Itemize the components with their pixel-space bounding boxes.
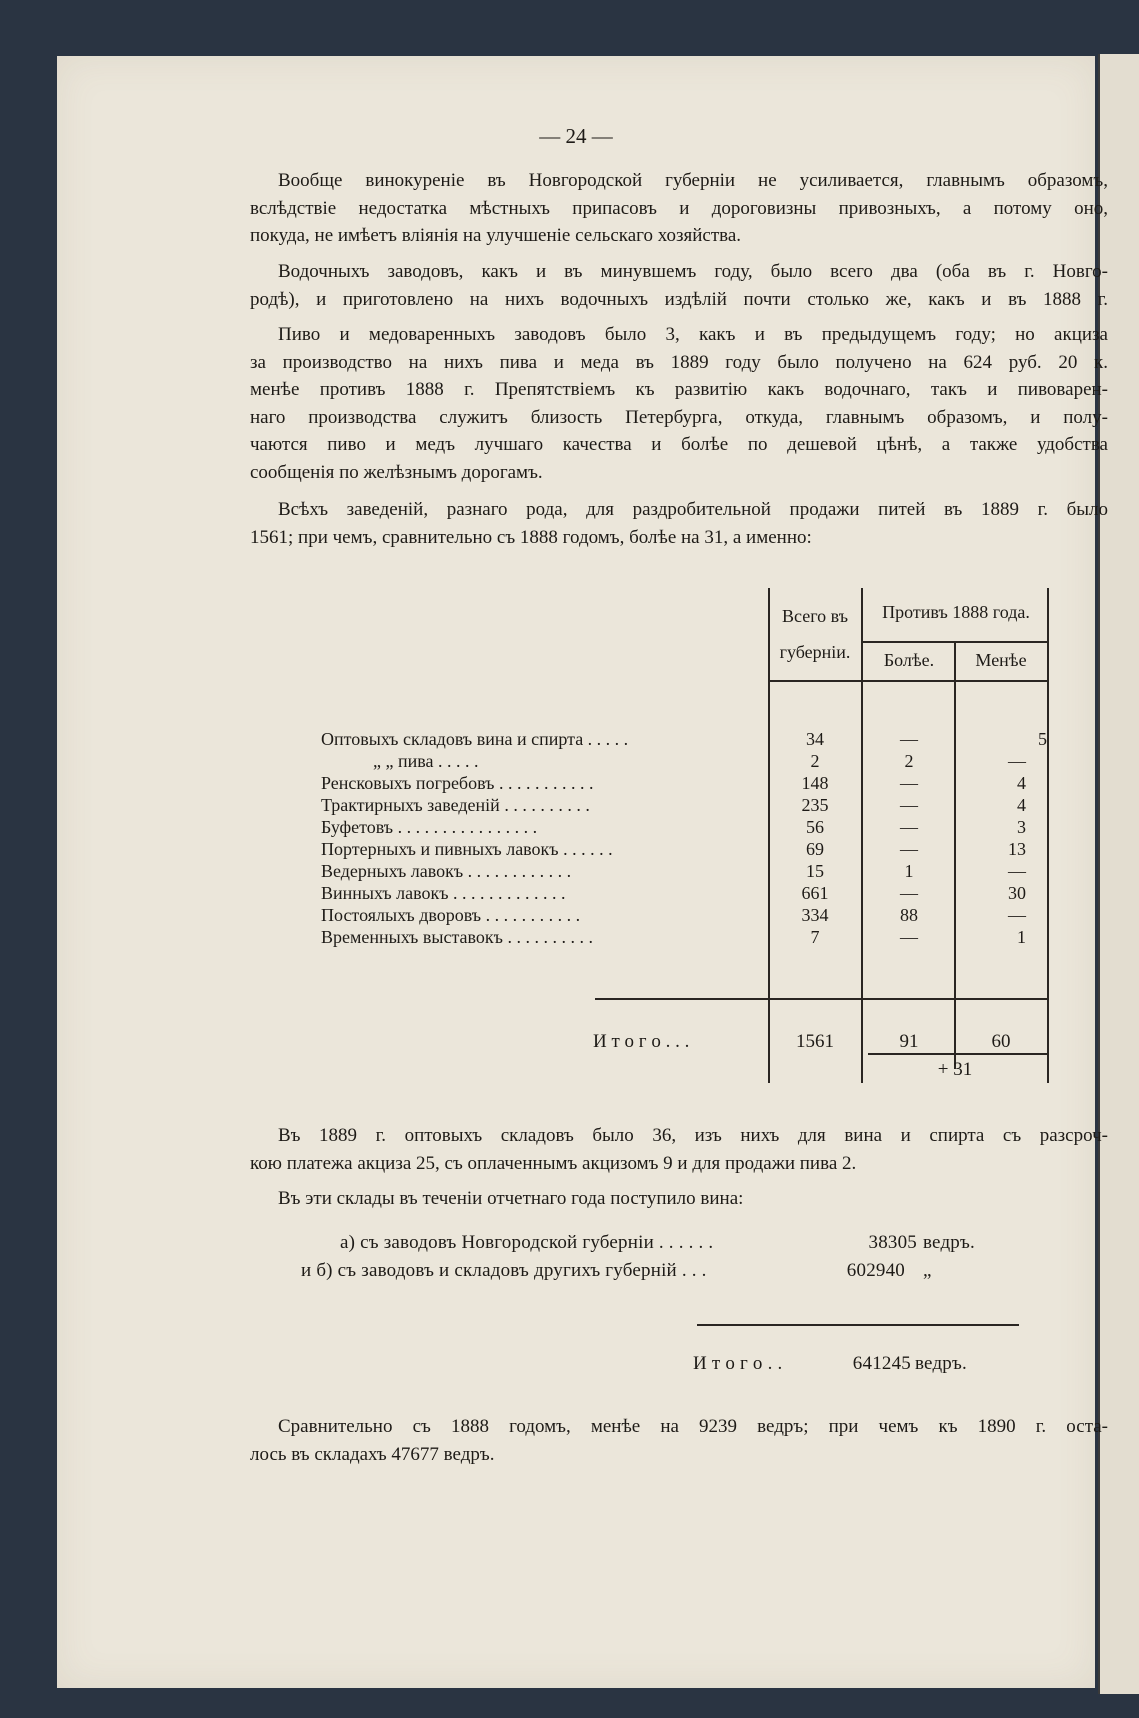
cell-less [955, 926, 1047, 948]
cell-less-value: 3 [1017, 817, 1026, 837]
cell-less-value: 5 [1038, 729, 1047, 749]
cell-more: — [900, 817, 918, 837]
table-rule [868, 1053, 1048, 1055]
text-line: Водочныхъ заводовъ, какъ и въ минувшемъ году, было всего два (оба въ г. Новго- [278, 261, 1108, 282]
cell-less [955, 728, 1047, 750]
cell-more: — [900, 927, 918, 947]
table-rule [1047, 588, 1049, 1083]
supply-line-b-label: и б) съ заводовъ и складовъ другихъ губерній . . . [301, 1260, 707, 1281]
table-rule [768, 680, 1048, 682]
text-line: Въ 1889 г. оптовыхъ складовъ было 36, изъ нихъ для вина и спирта съ разсроч- [278, 1125, 1108, 1146]
row-label: Буфетовъ . . . . . . . . . . . . . . . . [321, 817, 538, 837]
text-line: Всѣхъ заведеній, разнаго рода, для раздробительной продажи питей въ 1889 г. было [278, 499, 1108, 520]
cell-less [955, 838, 1047, 860]
header-more: Болѣе. [883, 650, 935, 670]
cell-less [955, 772, 1047, 794]
row-label: Трактирныхъ заведеній . . . . . . . . . . [321, 795, 590, 815]
cell-more: — [900, 839, 918, 859]
cell-total: 7 [810, 927, 820, 947]
supply-total-rule [697, 1324, 1019, 1326]
paragraph-establishments [250, 496, 1108, 551]
row-label: Винныхъ лавокъ . . . . . . . . . . . . . [321, 883, 566, 903]
table-total-value: 1561 [796, 1031, 834, 1052]
paragraph-closing [250, 1413, 1108, 1468]
row-label: Ренсковыхъ погребовъ . . . . . . . . . . . [321, 773, 594, 793]
supply-line-b-value: 602940 [846, 1260, 905, 1281]
cell-less-value: — [1008, 861, 1026, 881]
paragraph-supply-intro [250, 1185, 1108, 1213]
text-line: менѣе противъ 1888 г. Препятствіемъ къ развитію какъ водочнаго, такъ и пивоварен- [250, 379, 1108, 401]
cell-total: 661 [801, 883, 829, 903]
table-total-less: 60 [991, 1031, 1011, 1052]
cell-total: 235 [801, 795, 829, 815]
cell-more: 88 [900, 905, 918, 925]
text-line: за производство на нихъ пива и меда въ 1889 году было получено на 624 руб. 20 к. [250, 351, 1108, 373]
text-line: родѣ), и приготовлено на нихъ водочныхъ издѣлій почти столько же, какъ и въ 1888 г. [250, 288, 1108, 310]
cell-less-value: — [1008, 905, 1026, 925]
cell-less-value: 4 [1017, 773, 1026, 793]
paragraph-beer-mead [250, 321, 1108, 487]
cell-more: — [900, 883, 918, 903]
header-total-line2: губерніи. [779, 642, 851, 662]
row-label: „ „ пива . . . . . [373, 751, 479, 771]
row-label: Постоялыхъ дворовъ . . . . . . . . . . . [321, 905, 581, 925]
supply-line-a-label: а) съ заводовъ Новгородской губерніи . . . . . . [340, 1232, 714, 1253]
page-number: — 24 — [539, 124, 613, 148]
cell-less [955, 882, 1047, 904]
row-label: Ведерныхъ лавокъ . . . . . . . . . . . . [321, 861, 572, 881]
cell-more: — [900, 795, 918, 815]
text-line: Вообще винокуреніе въ Новгородской губерніи не усиливается, главнымъ образомъ, [278, 170, 1108, 191]
header-vs-1888: Противъ 1888 года. [882, 602, 1030, 622]
cell-more: — [900, 729, 918, 749]
text-line: Сравнительно съ 1888 годомъ, менѣе на 9239 ведръ; при чемъ къ 1890 г. оста- [278, 1416, 1108, 1437]
cell-less-value: 30 [1008, 883, 1026, 903]
supply-line-a-value: 38305 [868, 1232, 917, 1253]
text-line: 1561; при чемъ, сравнительно съ 1888 годомъ, болѣе на 31, а именно: [250, 526, 812, 548]
paragraph-wholesale [250, 1122, 1108, 1177]
text-line: вслѣдствіе недостатка мѣстныхъ припасовъ и дороговизны привозныхъ, а потому оно, [250, 197, 1108, 219]
supply-line-a-unit: ведръ. [923, 1232, 975, 1253]
table-rule [595, 998, 1048, 1000]
cell-more: — [900, 773, 918, 793]
cell-total: 56 [806, 817, 824, 837]
supply-total-unit: ведръ. [915, 1353, 967, 1374]
table-net-difference: + 31 [937, 1059, 973, 1080]
supply-line-b-unit: „ [923, 1260, 932, 1281]
cell-less-value: 1 [1017, 927, 1026, 947]
paragraph-vodka-plants [250, 258, 1108, 313]
cell-total: 334 [801, 905, 829, 925]
cell-more: 1 [904, 861, 914, 881]
text-line: кою платежа акциза 25, съ оплаченнымъ акцизомъ 9 и для продажи пива 2. [250, 1152, 857, 1174]
cell-more: 2 [904, 751, 914, 771]
text-line: покуда, не имѣетъ вліянія на улучшеніе сельскаго хозяйства. [250, 225, 742, 247]
supply-total-value: 641245 [852, 1353, 911, 1374]
text-line: Пиво и медоваренныхъ заводовъ было 3, какъ и въ предыдущемъ году; но акциза [278, 324, 1108, 345]
text-line: наго производства служитъ близость Петербурга, откуда, главнымъ образомъ, и полу- [250, 406, 1108, 428]
cell-less-value: 4 [1017, 795, 1026, 815]
cell-less [955, 816, 1047, 838]
cell-total: 69 [806, 839, 824, 859]
table-rule [861, 641, 1048, 643]
text-line: сообщенія по желѣзнымъ дорогамъ. [250, 461, 543, 483]
cell-total: 148 [801, 773, 829, 793]
cell-less [955, 904, 1047, 926]
cell-less [955, 750, 1047, 772]
header-less: Менѣе [975, 650, 1027, 670]
cell-less [955, 860, 1047, 882]
cell-total: 15 [806, 861, 824, 881]
row-label: Временныхъ выставокъ . . . . . . . . . . [321, 927, 593, 947]
header-total-line1: Всего въ [782, 606, 848, 626]
cell-total: 34 [806, 729, 824, 749]
cell-less [955, 794, 1047, 816]
document-page [57, 56, 1108, 1688]
table-total-more: 91 [899, 1031, 919, 1052]
cell-less-value: 13 [1008, 839, 1026, 859]
text-line: Въ эти склады въ теченіи отчетнаго года поступило вина: [278, 1188, 744, 1209]
row-label: Портерныхъ и пивныхъ лавокъ . . . . . . [321, 839, 613, 859]
row-label: Оптовыхъ складовъ вина и спирта . . . . . [321, 729, 629, 749]
text-line: лось въ складахъ 47677 ведръ. [250, 1443, 495, 1465]
cell-less-value: — [1008, 751, 1026, 771]
text-line: чаются пиво и медъ лучшаго качества и болѣе по дешевой цѣнѣ, а также удобства [250, 434, 1108, 456]
table-total-label: И т о г о . . . [593, 1031, 690, 1052]
supply-total-label: И т о г о . . [693, 1353, 783, 1374]
cell-total: 2 [810, 751, 820, 771]
paragraph-distilling [250, 167, 1108, 250]
